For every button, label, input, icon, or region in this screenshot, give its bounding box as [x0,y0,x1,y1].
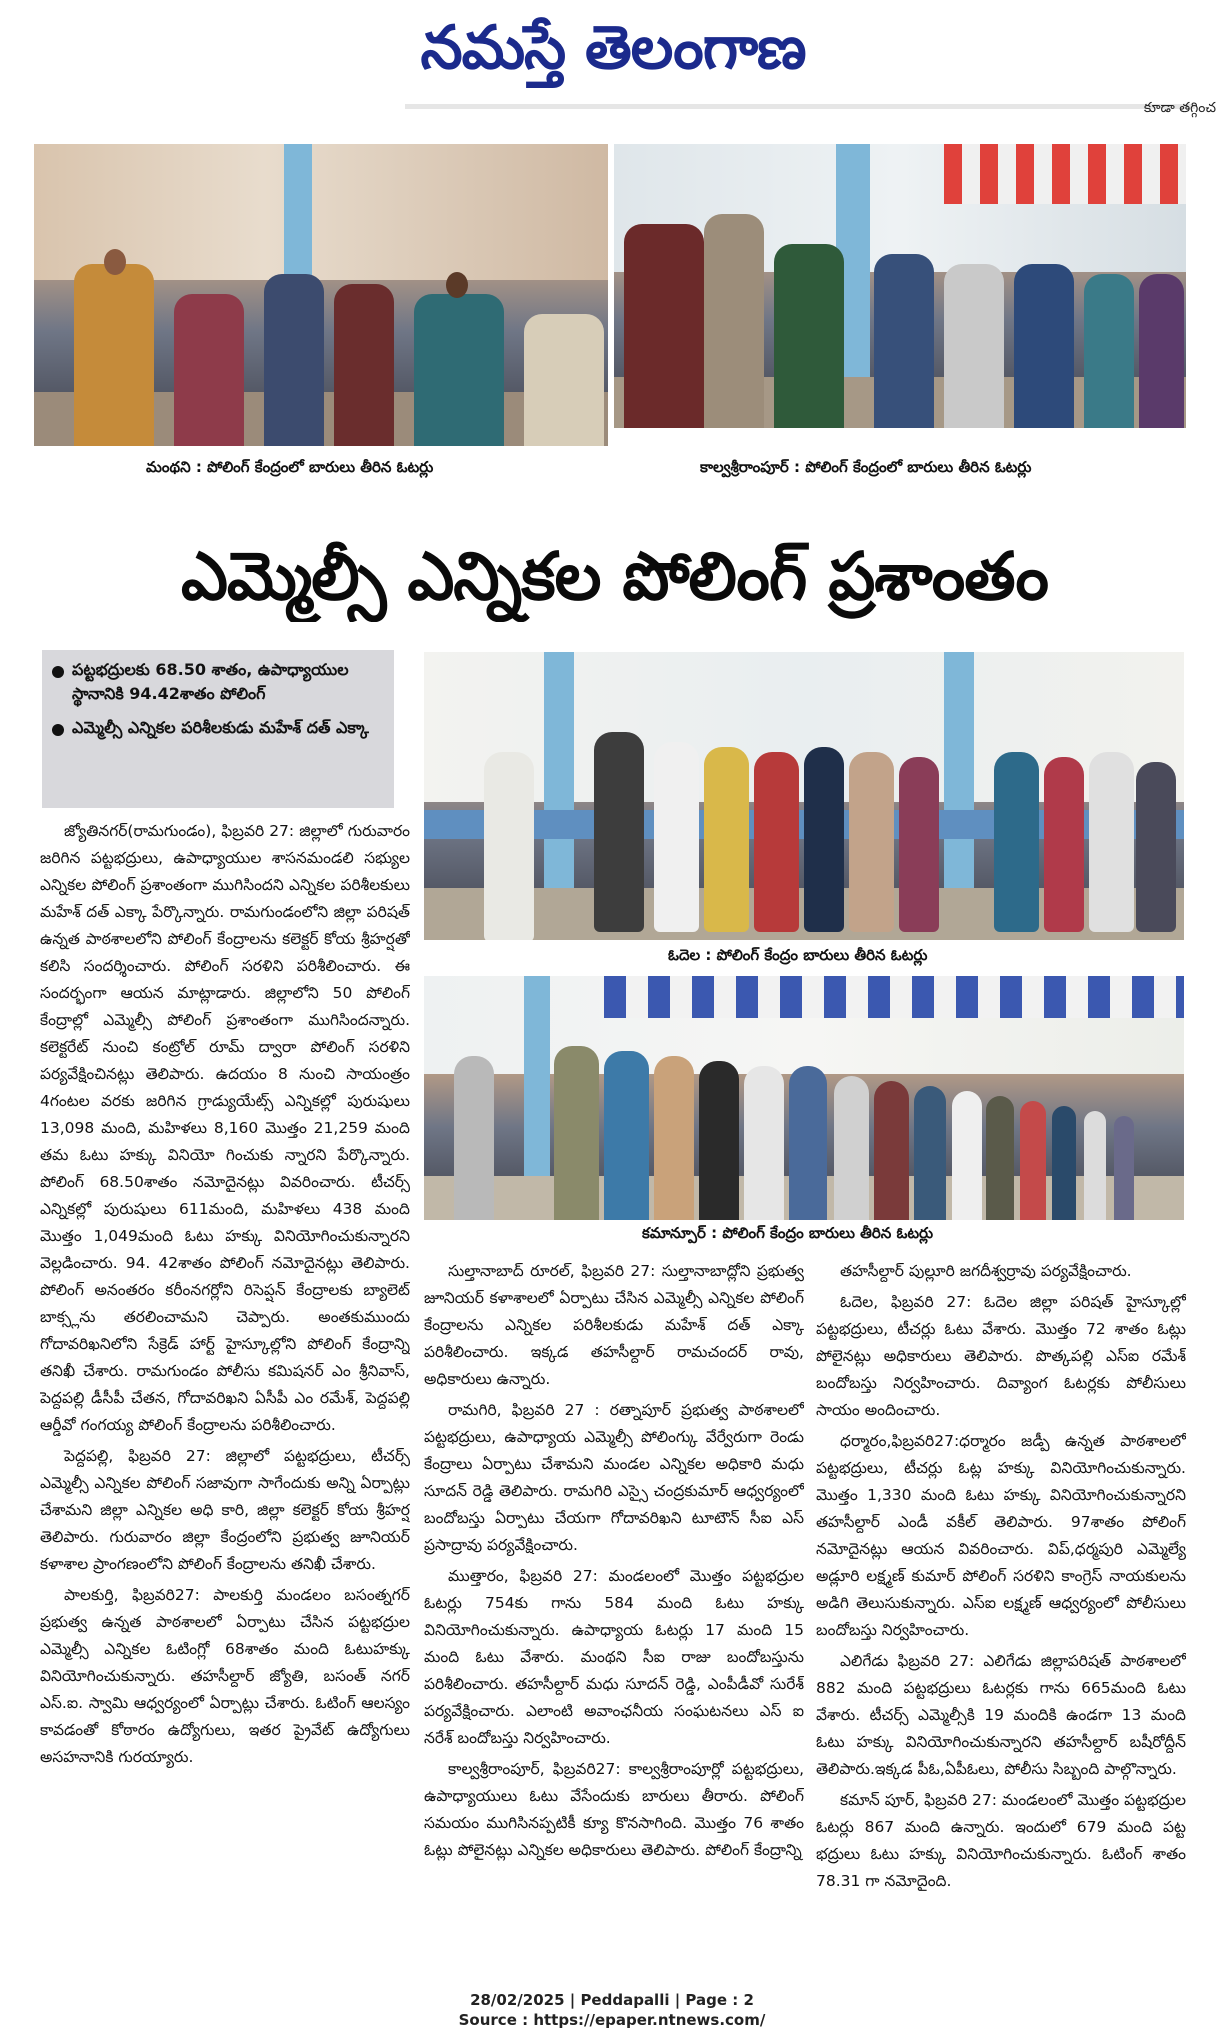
photo-manthani-caption: మంథని : పోలింగ్ కేంద్రంలో బారులు తీరిన ఓటర్లు [146,458,434,476]
paragraph: జ్యోతినగర్(రామగుండం), ఫిబ్రవరి 27: జిల్లాలో గురువారం జరిగిన పట్టభద్రులు, ఉపాధ్యాయుల శాసనమండలి సభ్యుల ఎన్నికల పోలింగ్ ప్రశాంతంగా ముగిసిందని ఎన్నికల పరిశీలకులు మహేశ్ దత్ ఎక్కా పేర్కొన్నారు. రామగుండంలోని జిల్లా పరిషత్ ఉన్నత పాఠశాలలోని పోలింగ్ కేంద్రాలను కలెక్టర్ కోయ శ్రీహర్షతో కలిసి సందర్శించారు. పోలింగ్ సరళిని పరిశీలించారు. ఈ సందర్భంగా ఆయన మాట్లాడారు. జిల్లాలోని 50 పోలింగ్ కేంద్రాల్లో ఎమ్మెల్సీ పోలింగ్ ప్రశాంతంగా ముగిసిందన్నారు. కలెక్టరేట్ నుంచి కంట్రోల్ రూమ్ ద్వారా పోలింగ్ సరళిని పర్యవేక్షించినట్లు తెలిపారు. ఉదయం 8 నుంచి సాయంత్రం 4గంటల వరకు జరిగిన గ్రాడ్యుయేట్స్ ఎన్నికల్లో పురుషులు 13,098 మంది, మహిళలు 8,160 మొత్తం 21,259 మంది తమ ఓటు హక్కు వినియో గించుకు న్నారని పేర్కొన్నారు. పోలింగ్ 68.50శాతం నమోదైనట్లు వివరించారు. టీచర్స్ ఎన్నికల్లో పురుషులు 611మంది, మహిళలు 438 మంది మొత్తం 1,049మంది ఓటు హక్కు వినియోగించుకున్నారని వెల్లడించారు. 94. 42శాతం పోలింగ్ నమోదైనట్లు తెలిపారు. పోలింగ్ అనంతరం కరీంనగర్లోని రిసెప్షన్ కేంద్రాలకు బ్యాలెట్ బాక్స్లను తరలించామని చెప్పారు. అంతకుముందు గోదావరిఖనిలోని సేక్రెడ్ హార్ట్ హైస్కూల్లోని పోలింగ్ కేంద్రాన్ని తనిఖీ చేశారు. రామగుండం పోలీసు కమిషనర్ ఎం శ్రీనివాస్, పెద్దపల్లి డీసీపీ చేతన, గోదావరిఖని ఏసీపీ ఎం రమేశ్, పెద్దపల్లి ఆర్డీవో గంగయ్య పోలింగ్ కేంద్రాలను పరిశీలించారు. [40,822,410,1434]
paragraph: పెద్దపల్లి, ఫిబ్రవరి 27: జిల్లాలో పట్టభద్రులు, టీచర్స్ ఎమ్మెల్సీ ఎన్నికల పోలింగ్ సజావుగా సాగేందుకు అన్ని ఏర్పాట్లు చేశామని జిల్లా ఎన్నికల అధి కారి, జిల్లా కలెక్టర్ కోయ శ్రీహర్ష తెలిపారు. గురువారం జిల్లా కేంద్రంలోని ప్రభుత్వ జూనియర్ కళాశాల ప్రాంగణంలోని పోలింగ్ కేంద్రాలను తనిఖీ చేశారు. [40,1447,410,1573]
paragraph: ముత్తారం, ఫిబ్రవరి 27: మండలంలో మొత్తం పట్టభద్రుల ఓటర్లు 754కు గాను 584 మంది ఓటు హక్కు వినియోగించుకున్నారు. ఉపాధ్యాయ ఓటర్లు 17 మంది 15 మంది ఓటు వేశారు. మంథని సీఐ రాజు బందోబస్తును పరిశీలించారు. తహసీల్దార్ మధు సూదన్ రెడ్డి, ఎంపీడీవో సురేశ్ పర్యవేక్షించారు. ఎలాంటి అవాంఛనీయ సంఘటనలు ఎస్ ఐ నరేశ్ బందోబస్తు నిర్వహించారు. [424,1567,804,1747]
source-link[interactable]: Source : https://epaper.ntnews.com/ [458,2011,766,2029]
article-column-3 [816,1258,1186,1970]
paragraph: సుల్తానాబాద్ రూరల్, ఫిబ్రవరి 27: సుల్తానాబాద్లోని ప్రభుత్వ జూనియర్ కళాశాలలో ఏర్పాటు చేసిన ఎమ్మెల్సీ ఎన్నికల పోలింగ్ కేంద్రాలను ఎన్నికల పరిశీలకుడు మహేశ్ దత్ ఎక్కా పరిశీలించారు. ఇక్కడ తహసీల్దార్ రామచందర్ రావు, అధికారులు ఉన్నారు. [424,1262,804,1388]
highlight-item: పట్టభద్రులకు 68.50 శాతం, ఉపాధ్యాయుల స్థానానికి 94.42శాతం పోలింగ్ [52,658,384,706]
page-footer [0,1990,1224,2030]
paragraph: రామగిరి, ఫిబ్రవరి 27 : రత్నాపూర్ ప్రభుత్వ పాఠశాలలో పట్టభద్రులు, ఉపాధ్యాయ ఎమ్మెల్సీ పోలింగ్కు వేర్వేరుగా రెండు కేంద్రాలు ఏర్పాటు చేశామని మండల ఎన్నికల అధికారి మధు సూదన్ రెడ్డి తెలిపారు. రామగిరి ఎస్సై చంద్రకుమార్ ఆధ్వర్యంలో బందోబస్తు ఏర్పాటు చేయగా గోదావరిఖని టూటౌన్ సీఐ ఎస్ ప్రసాద్రావు పర్యవేక్షించారు. [424,1401,804,1554]
photo-odela [424,652,1184,940]
photo-kalvasrirampur [614,144,1186,428]
masthead [0,0,1224,116]
article-column-1 [40,818,410,1970]
paragraph: పాలకుర్తి, ఫిబ్రవరి27: పాలకుర్తి మండలం బసంత్నగర్ ప్రభుత్వ ఉన్నత పాఠశాలలో ఏర్పాటు చేసిన పట్టభద్రుల ఎమ్మెల్సీ ఎన్నికల ఓటింగ్లో 68శాతం మంది ఓటుహక్కు వినియోగించుకున్నారు. తహసీల్దార్ జ్యోతి, బసంత్ నగర్ ఎస్.ఐ. స్వామి ఆధ్వర్యంలో ఏర్పాట్లు చేశారు. ఓటింగ్ ఆలస్యం కావడంతో కోఠారం ఉద్యోగులు, ఇతర ప్రైవేట్ ఉద్యోగులు అసహనానికి గురయ్యారు. [40,1586,410,1766]
photo-kalvasrirampur-caption: కాల్వశ్రీరాంపూర్ : పోలింగ్ కేంద్రంలో బారులు తీరిన ఓటర్లు [700,458,1032,476]
masthead-kicker: కూడా తగ్గించ [1143,100,1216,116]
photo-kamanpur [424,976,1184,1220]
photo-kamanpur-caption: కమాన్పూర్ : పోలింగ్ కేంద్రం బారులు తీరిన ఓటర్లు [642,1224,934,1242]
paragraph: ఓదెల, ఫిబ్రవరి 27: ఓదెల జిల్లా పరిషత్ హైస్కూల్లో పట్టభద్రులు, టీచర్లు ఓటు వేశారు. మొత్తం 72 శాతం ఓట్లు పోలైనట్లు అధికారులు తెలిపారు. పొత్కపల్లి ఎస్ఐ రమేశ్ బందోబస్తు నిర్వహించారు. దివ్యాంగ ఓటర్లకు పోలీసులు సాయం అందించారు. [816,1293,1186,1419]
highlight-item: ఎమ్మెల్సీ ఎన్నికల పరిశీలకుడు మహేశ్ దత్ ఎక్కా [52,716,384,740]
paragraph: తహసీల్దార్ పుల్లూరి జగదీశ్వర్రావు పర్యవేక్షించారు. [840,1262,1132,1280]
bullet-icon [52,666,64,678]
edition-info: 28/02/2025 | Peddapalli | Page : 2 [470,1991,754,2009]
photo-manthani [34,144,608,446]
masthead-rule [405,104,1195,109]
bullet-icon [52,724,64,736]
highlights-box [42,650,394,808]
photo-odela-caption: ఓదెల : పోలింగ్ కేంద్రం బారులు తీరిన ఓటర్లు [668,946,928,964]
paragraph: కాల్వశ్రీరాంపూర్, ఫిబ్రవరి27: కాల్వశ్రీరాంపూర్లో పట్టభద్రులు, ఉపాధ్యాయులు ఓటు వేసేందుకు బారులు తీరారు. పోలింగ్ సమయం ముగిసినప్పటికీ క్యూ కొనసాగింది. మొత్తం 76 శాతం ఓట్లు పోలైనట్లు ఎన్నికల అధికారులు తెలిపారు. పోలింగ్ కేంద్రాన్ని [424,1760,804,1859]
article-column-2 [424,1258,804,1970]
article-headline: ఎమ్మెల్సీ ఎన్నికల పోలింగ్ ప్రశాంతం [180,538,1049,615]
newspaper-logo: నమస్తే తెలంగాణ [420,13,806,83]
paragraph: ధర్మారం,ఫిబ్రవరి27:ధర్మారం జడ్పీ ఉన్నత పాఠశాలలో పట్టభద్రులు, టీచర్లు ఓట్ల హక్కు వినియోగించుకున్నారు. మొత్తం 1,330 మంది ఓటు హక్కు వినియోగించుకున్నారని తహసీల్దార్ ఎండీ వకీల్ తెలిపారు. 97శాతం పోలింగ్ నమోదైనట్లు ఆయన వివరించారు. విప్,ధర్మపురి ఎమ్మెల్యే అడ్లూరి లక్ష్మణ్ కుమార్ పోలింగ్ సరళిని కాంగ్రెస్ నాయకులను అడిగి తెలుసుకున్నారు. ఎస్ఐ లక్ష్మణ్ ఆధ్వర్యంలో పోలీసులు బందోబస్తు నిర్వహించారు. [816,1432,1186,1639]
paragraph: కమాన్ పూర్, ఫిబ్రవరి 27: మండలంలో మొత్తం పట్టభద్రుల ఓటర్లు 867 మంది ఉన్నారు. ఇందులో 679 మంది పట్ట భద్రులు ఓటు హక్కు వినియోగించుకున్నారు. ఓటింగ్ శాతం 78.31 గా నమోదైంది. [816,1791,1186,1890]
paragraph: ఎలిగేడు ఫిబ్రవరి 27: ఎలిగేడు జిల్లాపరిషత్ పాఠశాలలో 882 మంది పట్టభద్రులు ఓటర్లకు గాను 665మంది ఓటు వేశారు. టీచర్స్ ఎమ్మెల్సీకి 19 మందికి ఉండగా 13 మంది ఓటు హక్కు వినియోగించుకున్నారని తహసీల్దార్ బషీరోద్దీన్ తెలిపారు.ఇక్కడ పీఓ,ఏపీఓలు, పోలీసు సిబ్బంది పాల్గొన్నారు. [816,1652,1186,1778]
